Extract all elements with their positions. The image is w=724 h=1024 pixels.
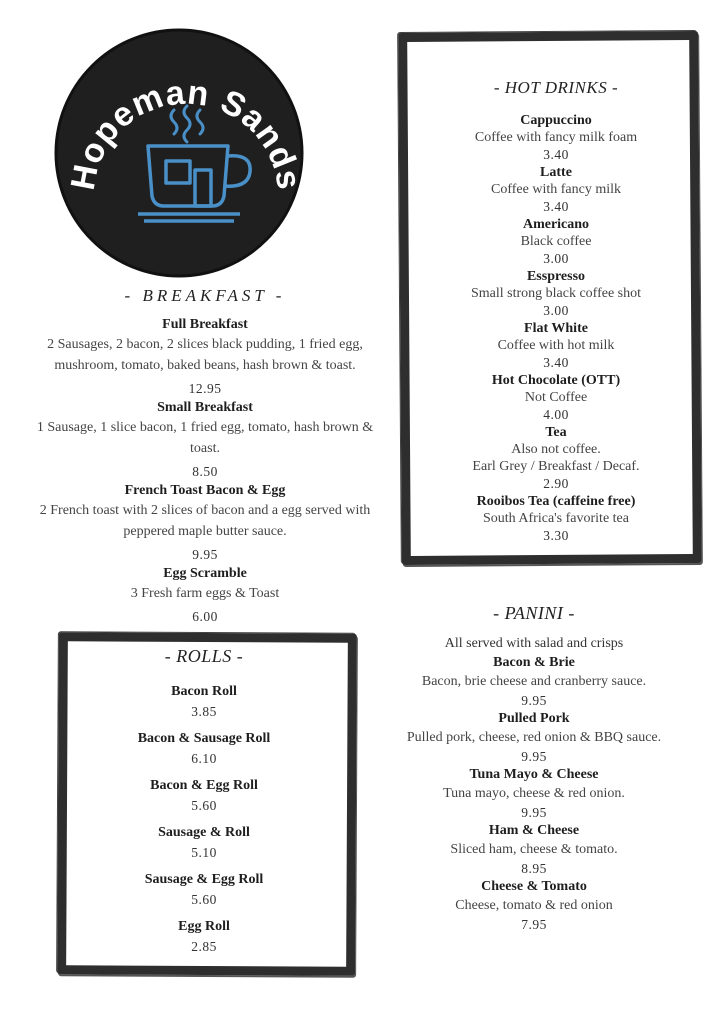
item-price: 3.40 (543, 355, 569, 370)
item-price: 6.00 (192, 609, 218, 624)
menu-item (384, 878, 684, 934)
brand-logo-text: Hopeman Sands (63, 73, 306, 193)
item-name: Egg Scramble (163, 566, 247, 581)
item-price: 8.95 (521, 861, 547, 876)
item-price: 5.60 (191, 798, 217, 813)
item-price: 3.00 (543, 251, 569, 266)
menu-item (70, 681, 338, 721)
item-desc: Black coffee (520, 234, 592, 249)
item-price: 3.30 (543, 528, 569, 543)
menu-item (436, 493, 676, 544)
item-price: 9.95 (521, 805, 547, 820)
menu-item (22, 316, 388, 398)
item-price: 6.10 (191, 751, 217, 766)
item-price: 9.95 (521, 693, 547, 708)
item-price: 3.40 (543, 147, 569, 162)
item-name: Small Breakfast (157, 400, 253, 415)
menu-item (384, 822, 684, 878)
menu-item (22, 399, 388, 481)
menu-item (70, 822, 338, 862)
panini-section (384, 603, 684, 934)
item-name: Pulled Pork (498, 711, 570, 726)
item-desc: South Africa's favorite tea (483, 511, 629, 526)
menu-item (436, 216, 676, 267)
hot-drinks-section (436, 78, 676, 545)
item-desc: 3 Fresh farm eggs & Toast (130, 586, 280, 601)
item-price: 7.95 (521, 917, 547, 932)
rolls-heading: - ROLLS - (164, 646, 244, 666)
item-desc: Coffee with hot milk (497, 338, 615, 353)
menu-item (436, 112, 676, 163)
item-name: Americano (522, 217, 590, 232)
item-name: Sausage & Roll (158, 825, 250, 840)
menu-item (70, 728, 338, 768)
item-name: Esspresso (526, 269, 586, 284)
item-desc: Small strong black coffee shot (470, 286, 642, 301)
item-price: 12.95 (188, 381, 222, 396)
item-desc: Cheese, tomato & red onion (455, 898, 613, 913)
item-name: Latte (540, 165, 572, 180)
item-price: 2.90 (543, 476, 569, 491)
item-name: Hot Chocolate (OTT) (491, 373, 621, 388)
item-name: Bacon & Sausage Roll (137, 731, 271, 746)
breakfast-section (22, 286, 388, 627)
item-name: Bacon & Egg Roll (150, 778, 258, 793)
item-name: Tuna Mayo & Cheese (469, 767, 599, 782)
menu-item (384, 766, 684, 822)
item-desc: Coffee with fancy milk (491, 182, 621, 197)
item-price: 5.10 (191, 845, 217, 860)
item-desc: Also not coffee. (511, 442, 601, 457)
menu-item (70, 916, 338, 956)
item-name: Egg Roll (178, 919, 230, 934)
item-price: 2.85 (191, 939, 217, 954)
item-price: 3.00 (543, 303, 569, 318)
panini-heading: - PANINI - (493, 603, 575, 623)
item-name: Sausage & Egg Roll (144, 872, 264, 887)
menu-item (436, 320, 676, 371)
item-price: 8.50 (192, 464, 218, 479)
panini-intro: All served with salad and crisps (444, 636, 624, 651)
item-desc: Bacon, brie cheese and cranberry sauce. (421, 674, 647, 689)
item-name: Full Breakfast (162, 317, 248, 332)
item-price: 9.95 (192, 547, 218, 562)
menu-item (436, 164, 676, 215)
item-price: 9.95 (521, 749, 547, 764)
menu-item (436, 424, 676, 492)
item-desc: 2 French toast with 2 slices of bacon and a egg served with peppered maple butter sauce. (39, 503, 371, 539)
menu-item (384, 654, 684, 710)
item-price: 3.40 (543, 199, 569, 214)
item-desc: Sliced ham, cheese & tomato. (450, 842, 618, 857)
item-price: 4.00 (543, 407, 569, 422)
rolls-section (70, 646, 338, 963)
menu-item (22, 482, 388, 564)
menu-item (70, 775, 338, 815)
item-desc: 2 Sausages, 2 bacon, 2 slices black pudding, 1 fried egg, mushroom, tomato, baked beans, hash brown & toast. (47, 337, 363, 373)
menu-item (70, 869, 338, 909)
item-name: Tea (545, 425, 567, 440)
menu-item (436, 268, 676, 319)
item-desc: Earl Grey / Breakfast / Decaf. (472, 459, 640, 474)
item-name: Flat White (524, 321, 588, 336)
menu-item (22, 565, 388, 626)
item-price: 5.60 (191, 892, 217, 907)
item-desc: Coffee with fancy milk foam (474, 130, 638, 145)
breakfast-heading: - BREAKFAST - (124, 286, 286, 305)
menu-item (384, 710, 684, 766)
menu-item (436, 372, 676, 423)
item-name: Ham & Cheese (488, 823, 580, 838)
item-name: French Toast Bacon & Egg (124, 483, 286, 498)
item-desc: 1 Sausage, 1 slice bacon, 1 fried egg, tomato, hash brown & toast. (36, 420, 374, 456)
item-desc: Tuna mayo, cheese & red onion. (443, 786, 625, 801)
brand-logo (52, 26, 306, 280)
item-name: Cheese & Tomato (481, 879, 587, 894)
item-desc: Pulled pork, cheese, red onion & BBQ sauce. (406, 730, 662, 745)
hot-drinks-heading: - HOT DRINKS - (493, 78, 619, 97)
item-name: Cappuccino (520, 113, 592, 128)
item-desc: Not Coffee (524, 390, 588, 405)
item-name: Bacon Roll (171, 684, 237, 699)
item-price: 3.85 (191, 704, 217, 719)
item-name: Bacon & Brie (493, 655, 575, 670)
item-name: Rooibos Tea (caffeine free) (476, 494, 636, 509)
